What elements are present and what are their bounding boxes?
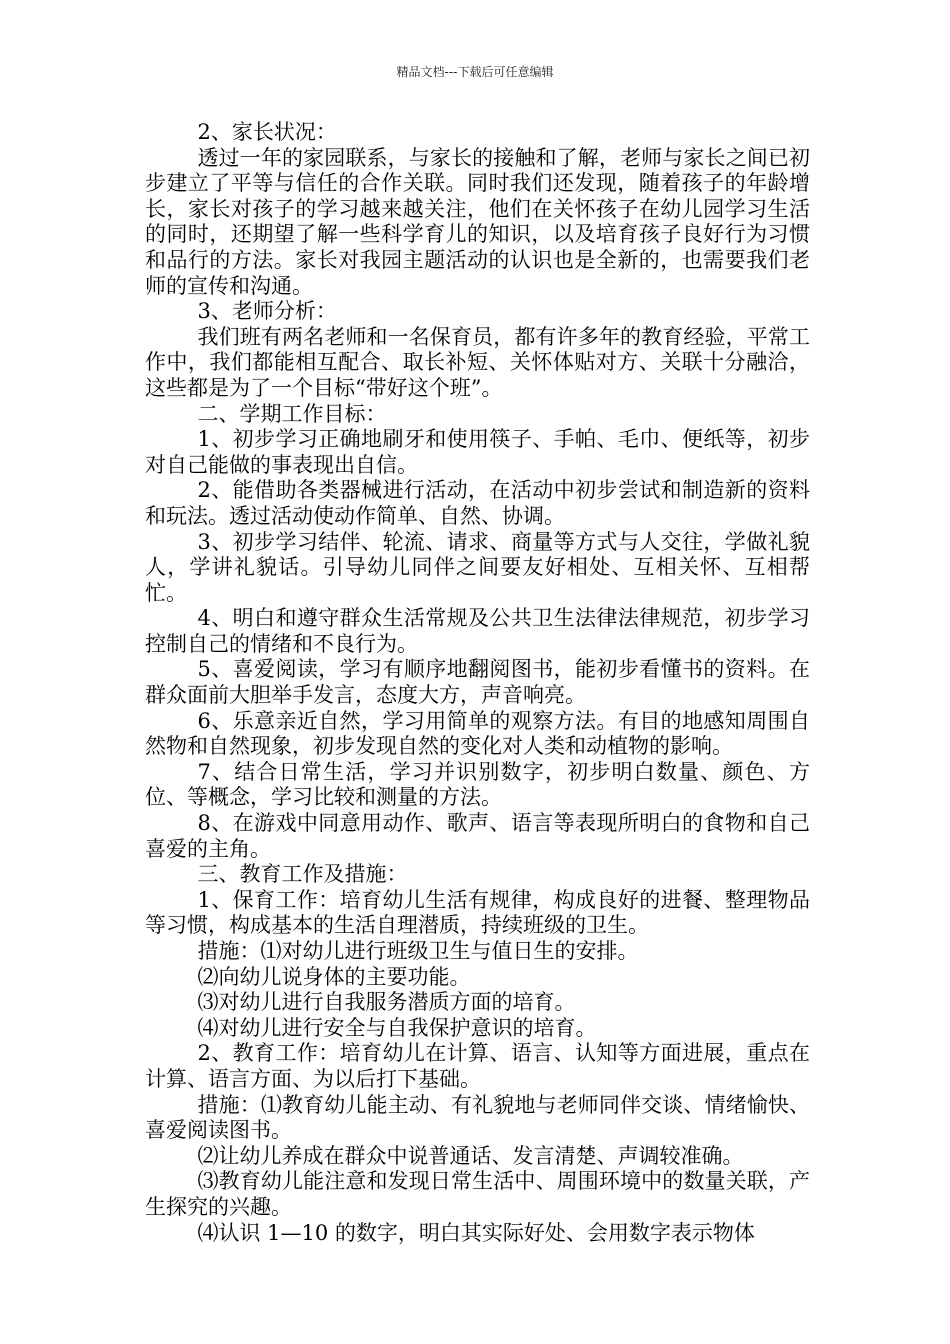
paragraph: 1、保育工作：培育幼儿生活有规律，构成良好的进餐、整理物品等习惯，构成基本的生活自理潜质，持续班级的卫生。	[145, 887, 810, 938]
paragraph: 2、家长状况：	[197, 120, 337, 144]
paragraph: 1、初步学习正确地刷牙和使用筷子、手帕、毛巾、便纸等，初步对自己能做的事表现出自信。	[145, 427, 810, 477]
paragraph: 透过一年的家园联系，与家长的接触和了解，老师与家长之间已初步建立了平等与信任的合作关联。同时我们还发现，随着孩子的年龄增长，家长对孩子的学习越来越关注，他们在关怀孩子在幼儿园学习生活的同时，还期望了解一些科学育儿的知识，以及培育孩子良好行为习惯和品行的方法。家长对我园主题活动的认识也是全新的，也需要我们老师的宣传和沟通。	[145, 145, 810, 298]
paragraph: 2、教育工作：培育幼儿在计算、语言、认知等方面进展，重点在计算、语言方面、为以后打下基础。	[145, 1041, 810, 1091]
paragraph: 4、明白和遵守群众生活常规及公共卫生法律法律规范，初步学习控制自己的情绪和不良行为。	[145, 606, 810, 656]
paragraph: ⑷认识 1—10 的数字，明白其实际好处、会用数字表示物体	[197, 1220, 755, 1245]
paragraph: 2、能借助各类器械进行活动，在活动中初步尝试和制造新的资料和玩法。透过活动使动作简单、自然、协调。	[145, 478, 810, 528]
paragraph: ⑵向幼儿说身体的主要功能。	[197, 964, 471, 989]
paragraph: 5、喜爱阅读，学习有顺序地翻阅图书，能初步看懂书的资料。在群众面前大胆举手发言，态度大方，声音响亮。	[145, 657, 810, 708]
paragraph: 3、初步学习结伴、轮流、请求、商量等方式与人交往，学做礼貌人，学讲礼貌话。引导幼儿同伴之间要友好相处、互相关怀、互相帮忙。	[145, 529, 810, 605]
paragraph: ⑵让幼儿养成在群众中说普通话、发言清楚、声调较准确。	[197, 1143, 744, 1168]
paragraph: 6、乐意亲近自然，学习用简单的观察方法。有目的地感知周围自然物和自然现象，初步发现自然的变化对人类和动植物的影响。	[145, 708, 810, 759]
paragraph: 8、在游戏中同意用动作、歌声、语言等表现所明白的食物和自己喜爱的主角。	[145, 811, 810, 861]
paragraph: 二、学期工作目标：	[197, 401, 387, 426]
paragraph: ⑷对幼儿进行安全与自我保护意识的培育。	[197, 1015, 597, 1040]
page-header: 精品文档---下载后可任意编辑	[396, 65, 554, 79]
paragraph: 措施：⑴对幼儿进行班级卫生与值日生的安排。	[197, 939, 639, 963]
paragraph: ⑶对幼儿进行自我服务潜质方面的培育。	[197, 990, 576, 1015]
document-body	[145, 120, 810, 1246]
paragraph: 措施：⑴教育幼儿能主动、有礼貌地与老师同伴交谈、情绪愉快、喜爱阅读图书。	[145, 1092, 810, 1143]
paragraph: 我们班有两名老师和一名保育员，都有许多年的教育经验，平常工作中，我们都能相互配合、取长补短、关怀体贴对方、关联十分融洽，这些都是为了一个目标“带好这个班”。	[145, 324, 810, 400]
paragraph: ⑶教育幼儿能注意和发现日常生活中、周围环境中的数量关联，产生探究的兴趣。	[145, 1169, 810, 1219]
paragraph: 7、结合日常生活，学习并识别数字，初步明白数量、颜色、方位、等概念，学习比较和测量的方法。	[145, 759, 810, 810]
paragraph: 三、教育工作及措施：	[197, 862, 408, 887]
paragraph: 3、老师分析：	[197, 299, 337, 324]
